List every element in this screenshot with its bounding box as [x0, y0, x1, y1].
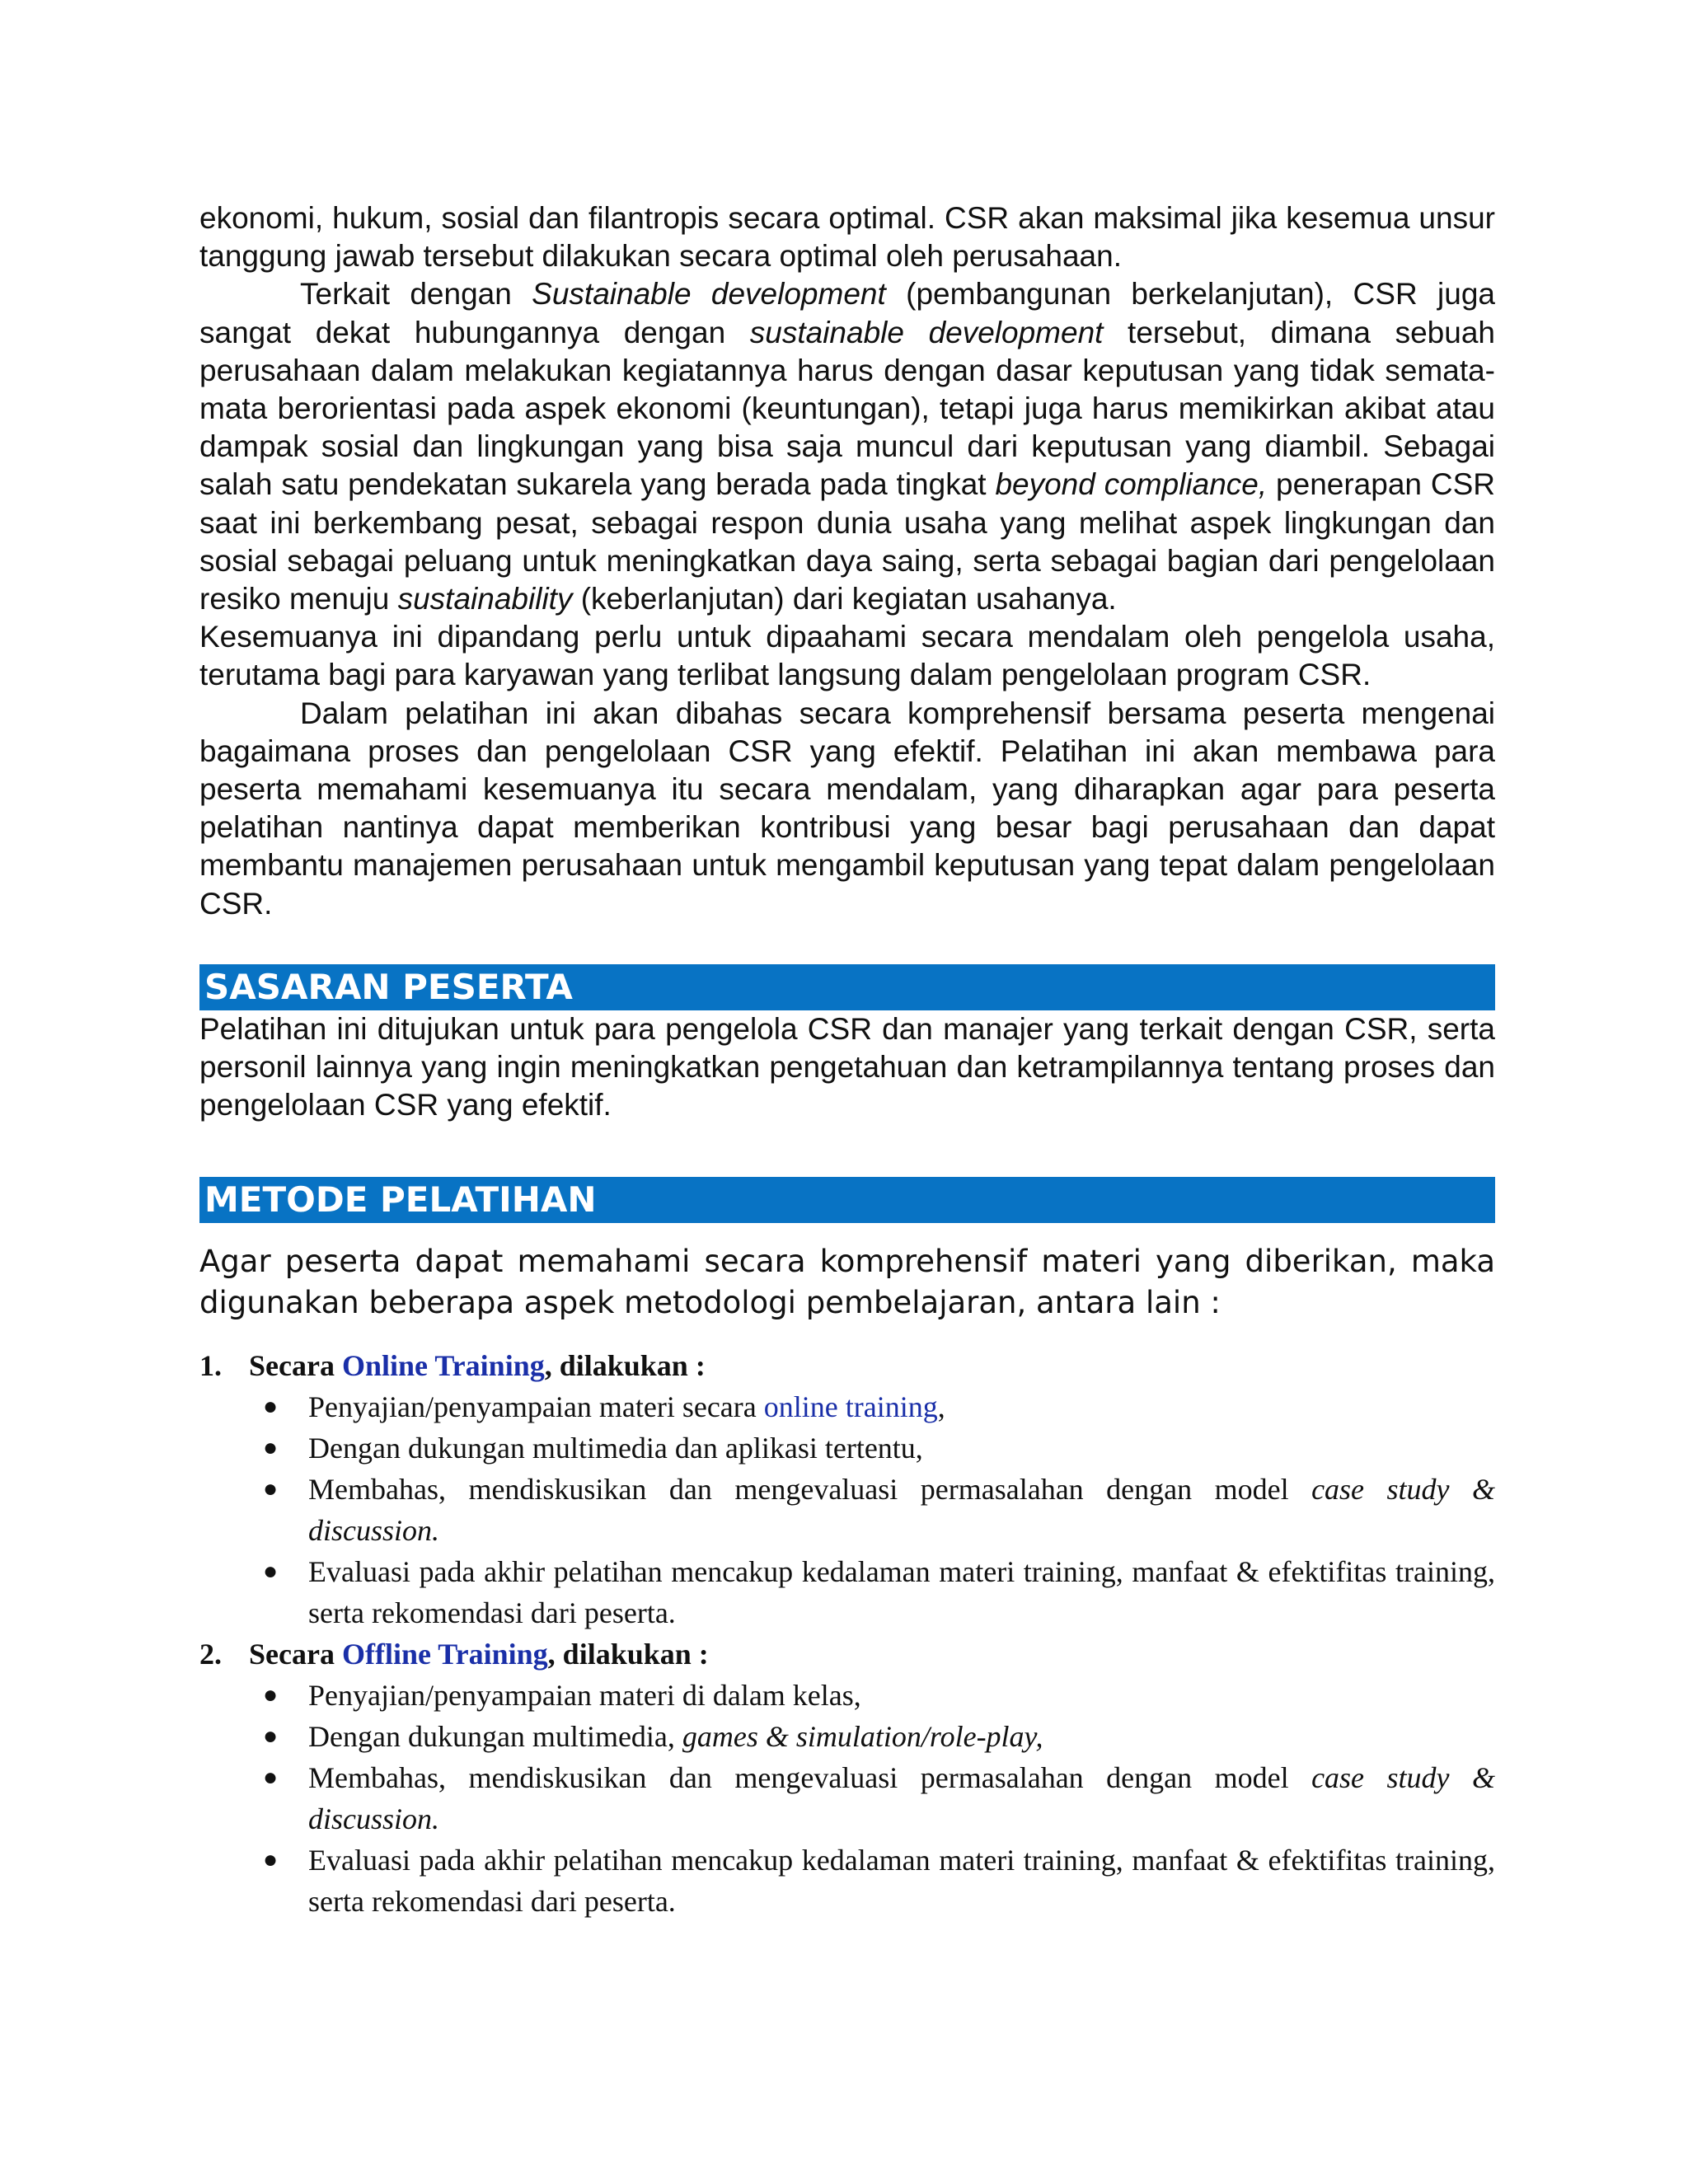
- list-item: ● Membahas, mendiskusikan dan mengevaluasi permasalahan dengan model case study & discussion.: [199, 1469, 1495, 1551]
- offline-bullet-list: [199, 1675, 1495, 1922]
- bullet-icon: ●: [263, 1764, 279, 1792]
- p2-text-a: Terkait dengan: [300, 277, 532, 312]
- method-suffix: , dilakukan :: [544, 1349, 706, 1383]
- list-item: ● Penyajian/penyampaian materi secara online training,: [199, 1386, 1495, 1427]
- p2-text-c: tersebut, dimana sebuah perusahaan dalam melakukan kegiatannya harus dengan dasar keputusan yang tidak semata-mata berorientasi pada aspek ekonomi (keuntungan), tetapi juga harus memikirkan akibat atau dampak sosial dan lingkungan yang bisa saja muncul dari keputusan yang diambil. Sebagai salah satu pendekatan sukarela yang berada pada tingkat: [199, 315, 1495, 502]
- list-item: ● Membahas, mendiskusikan dan mengevaluasi permasalahan dengan model case study & discussion.: [199, 1757, 1495, 1840]
- p2-text-b: (pembangunan berkelanjutan), CSR juga sangat dekat hubungannya dengan: [199, 277, 1495, 349]
- method-number: 1.: [199, 1349, 222, 1383]
- intro-paragraph-1: ekonomi, hukum, sosial dan filantropis secara optimal. CSR akan maksimal jika kesemua unsur tanggung jawab tersebut dilakukan secara optimal oleh perusahaan.: [199, 201, 1495, 274]
- p2-text-e: (keberlanjutan) dari kegiatan usahanya.: [572, 582, 1117, 616]
- online-training-text: online training: [763, 1390, 938, 1424]
- method-number: 2.: [199, 1638, 222, 1671]
- bullet-icon: ●: [263, 1681, 279, 1709]
- method-list: [199, 1345, 1495, 1922]
- bullet-icon: ●: [263, 1434, 279, 1462]
- list-item: ● Evaluasi pada akhir pelatihan mencakup kedalaman materi training, manfaat & efektifitas training, serta rekomendasi dari peserta.: [199, 1551, 1495, 1633]
- bullet-icon: ●: [263, 1475, 279, 1503]
- online-bullet-list: [199, 1386, 1495, 1633]
- method-mode-online: Online Training: [341, 1349, 545, 1383]
- p2-text-d: penerapan CSR saat ini berkembang pesat, sebagai respon dunia usaha yang melihat aspek lingkungan dan sosial sebagai peluang untuk meningkatkan daya saing, serta sebagai bagian dari pengelolaan resiko menuju: [199, 467, 1495, 616]
- intro-paragraph-2: [199, 275, 1495, 618]
- p2-emphasis-1: Sustainable development: [532, 277, 886, 312]
- p2-emphasis-3: beyond compliance,: [995, 467, 1268, 502]
- intro-paragraph-3: Kesemuanya ini dipandang perlu untuk dipaahami secara mendalam oleh pengelola usaha, terutama bagi para karyawan yang terlibat langsung dalam pengelolaan program CSR.: [199, 620, 1495, 692]
- list-item: ● Penyajian/penyampaian materi di dalam kelas,: [199, 1675, 1495, 1716]
- list-item: ● Dengan dukungan multimedia, games & simulation/role-play,: [199, 1716, 1495, 1757]
- bullet-icon: ●: [263, 1722, 279, 1750]
- document-page: [199, 199, 1495, 1922]
- section-heading-sasaran: SASARAN PESERTA: [199, 964, 1495, 1010]
- sasaran-paragraph: Pelatihan ini ditujukan untuk para pengelola CSR dan manajer yang terkait dengan CSR, serta personil lainnya yang ingin meningkatkan pengetahuan dan ketrampilannya tentang proses dan pengelolaan CSR yang efektif.: [199, 1011, 1495, 1122]
- bullet-icon: ●: [263, 1558, 279, 1586]
- method-suffix: , dilakukan :: [547, 1638, 709, 1671]
- method-prefix: Secara: [249, 1638, 342, 1671]
- p2-emphasis-4: sustainability: [397, 582, 573, 616]
- bullet-icon: ●: [263, 1846, 279, 1874]
- metode-intro: Agar peserta dapat memahami secara komprehensif materi yang diberikan, maka digunakan beberapa aspek metodologi pembelajaran, antara lain :: [199, 1244, 1495, 1321]
- intro-paragraph-4: Dalam pelatihan ini akan dibahas secara komprehensif bersama peserta mengenai bagaimana proses dan pengelolaan CSR yang efektif. Pelatihan ini akan membawa para peserta memahami kesemuanya itu secara mendalam, yang diharapkan agar para peserta pelatihan nantinya dapat memberikan kontribusi yang besar bagi perusahaan dan dapat membantu manajemen perusahaan untuk mengambil keputusan yang tepat dalam pengelolaan CSR.: [199, 696, 1495, 921]
- bullet-icon: ●: [263, 1393, 279, 1421]
- list-item: ● Evaluasi pada akhir pelatihan mencakup kedalaman materi training, manfaat & efektifitas training, serta rekomendasi dari peserta.: [199, 1840, 1495, 1922]
- list-item: ● Dengan dukungan multimedia dan aplikasi tertentu,: [199, 1427, 1495, 1469]
- method-online-heading: [199, 1345, 1495, 1386]
- method-offline-heading: [199, 1633, 1495, 1675]
- section-heading-metode: METODE PELATIHAN: [199, 1177, 1495, 1223]
- p2-emphasis-2: sustainable development: [749, 315, 1104, 349]
- method-mode-offline: Offline Training: [341, 1638, 548, 1671]
- method-prefix: Secara: [249, 1349, 342, 1383]
